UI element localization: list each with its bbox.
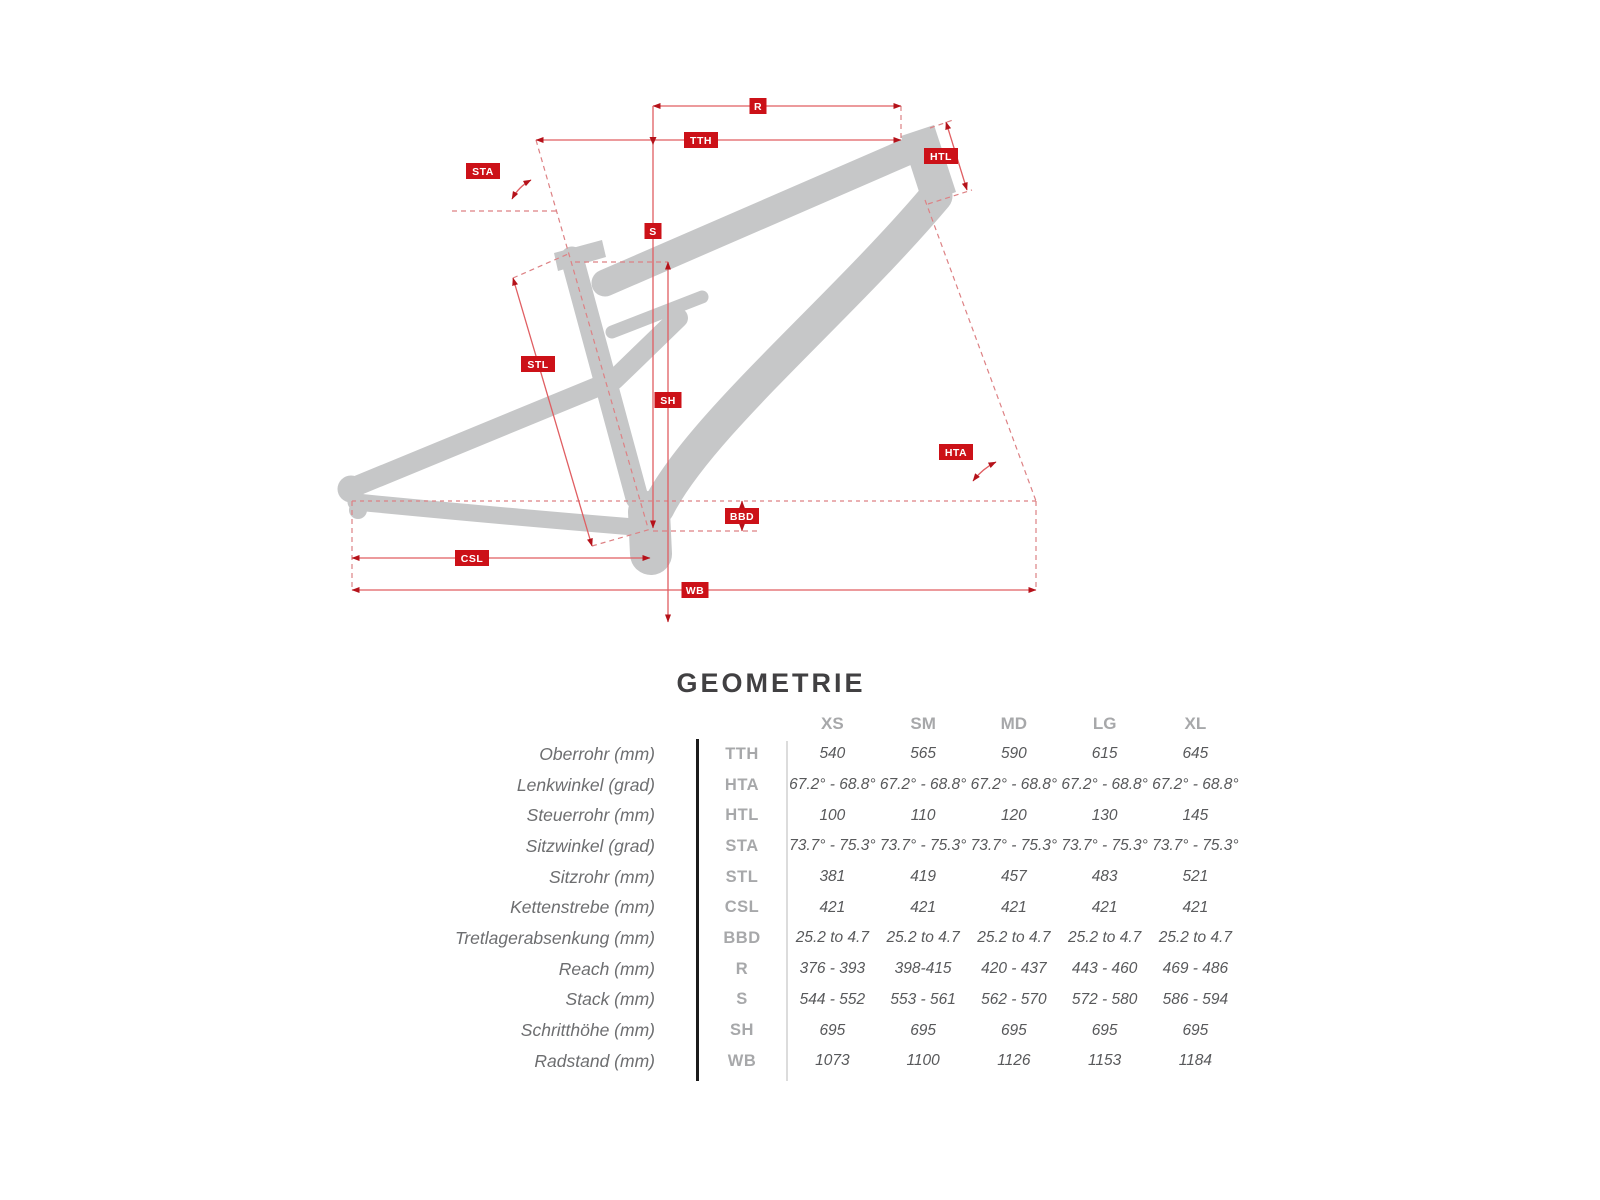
table-header-row [430,708,1245,739]
cell-value: 73.7° - 75.3° [879,837,967,855]
row-code: HTL [725,806,759,825]
cell-value: 145 [1182,806,1209,824]
badge-wb-label: WB [685,585,705,597]
cell-value: 483 [1091,868,1118,886]
badge-tth-label: TTH [690,135,712,147]
cell-value: 25.2 to 4.7 [1067,929,1142,947]
geometry-table [430,708,1245,1077]
bottom-bracket [649,512,651,554]
row-code: WB [727,1051,757,1070]
table-row-r [430,954,1245,985]
chain-stay [356,502,634,527]
cell-value: 130 [1091,806,1118,824]
cell-value: 420 - 437 [981,960,1047,978]
table-divider-dark [696,739,699,1081]
rear-axle-hub [338,476,365,503]
cell-value: 100 [819,806,846,824]
cell-value: 1126 [997,1052,1031,1070]
cell-value: 540 [819,745,846,763]
cell-value: 695 [1000,1021,1027,1039]
cell-value: 25.2 to 4.7 [795,929,869,947]
row-code: S [736,990,748,1009]
row-code: HTA [724,775,760,794]
cell-value: 67.2° - 68.8° [789,776,876,794]
bike-frame-silhouette [338,125,957,554]
cell-value: 469 - 486 [1162,960,1229,978]
cell-value: 1153 [1087,1052,1122,1070]
row-label: Tretlagerabsenkung (mm) [454,927,655,948]
cell-value: 562 - 570 [981,990,1047,1008]
cell-value: 521 [1182,868,1209,886]
cell-value: 67.2° - 68.8° [970,776,1058,794]
badge-r-label: R [753,101,763,113]
row-label: Sitzrohr (mm) [549,866,655,887]
cell-value: 1184 [1178,1052,1213,1070]
row-code: STA [725,836,759,855]
column-header-sm: SM [910,713,936,733]
row-code: R [735,959,749,978]
table-row-csl [430,892,1245,923]
cell-value: 590 [1000,745,1027,763]
cell-value: 615 [1091,745,1118,763]
head-angle-arc [973,462,996,481]
row-label: Lenkwinkel (grad) [516,774,655,795]
badge-csl [455,550,489,566]
badge-bbd-label: BBD [729,511,755,523]
table-row-hta [430,770,1245,801]
table-row-bbd [430,923,1245,954]
badge-htl-label: HTL [930,151,952,163]
badge-sh [655,392,682,408]
row-code: STL [725,867,759,886]
row-label: Steuerrohr (mm) [526,805,655,826]
badge-s-label: S [649,226,657,238]
column-header-xl: XL [1184,713,1207,733]
cell-value: 419 [910,868,937,886]
column-header-lg: LG [1092,713,1117,733]
cell-value: 421 [910,898,937,916]
cell-value: 421 [1091,898,1118,916]
table-row-sh [430,1015,1245,1046]
badge-stl [521,356,555,372]
cell-value: 67.2° - 68.8° [1152,776,1239,794]
cell-value: 398-415 [894,960,952,978]
cell-value: 381 [819,868,846,886]
badge-tth [684,132,718,148]
cell-value: 1100 [906,1052,940,1070]
cell-value: 544 - 552 [799,990,866,1008]
table-row-s [430,985,1245,1016]
cell-value: 421 [819,898,846,916]
table-row-htl [430,800,1245,831]
badge-bbd [725,508,759,524]
section-title-wrap [0,668,1546,699]
table-row-sta [430,831,1245,862]
cell-value: 457 [1000,868,1027,886]
cell-value: 25.2 to 4.7 [1158,929,1232,947]
cell-value: 73.7° - 75.3° [970,837,1058,855]
cell-value: 572 - 580 [1071,990,1138,1008]
cell-value: 67.2° - 68.8° [1061,776,1148,794]
badge-sta [466,163,500,179]
cell-value: 25.2 to 4.7 [977,929,1051,947]
row-label: Kettenstrebe (mm) [510,897,655,918]
cell-value: 73.7° - 75.3° [1061,837,1148,855]
cell-value: 73.7° - 75.3° [789,837,876,855]
cell-value: 695 [1182,1021,1209,1039]
cell-value: 565 [910,745,937,763]
table-row-tth [430,739,1245,770]
row-label: Radstand (mm) [534,1050,655,1071]
row-label: Schritthöhe (mm) [520,1020,655,1041]
badge-csl-label: CSL [460,553,484,565]
badge-sta-label: STA [472,166,494,178]
row-code: BBD [723,928,761,947]
badge-s [645,223,662,239]
cell-value: 110 [910,806,936,824]
cell-value: 586 - 594 [1162,990,1229,1008]
badge-sh-label: SH [660,395,676,407]
row-label: Sitzwinkel (grad) [525,835,655,856]
badge-hta [939,444,973,460]
table-row-wb [430,1046,1245,1077]
cell-value: 695 [1091,1021,1118,1039]
cell-value: 695 [819,1021,846,1039]
row-code: SH [730,1021,754,1040]
page-title: GEOMETRIE [676,668,866,698]
badge-stl-label: STL [527,359,549,371]
cell-value: 73.7° - 75.3° [1152,837,1239,855]
cell-value: 120 [1000,806,1027,824]
cell-value: 421 [1182,898,1209,916]
badge-hta-label: HTA [944,447,968,459]
cell-value: 645 [1182,745,1209,763]
cell-value: 695 [910,1021,937,1039]
htl-top-tick [930,120,953,128]
cell-value: 421 [1000,898,1027,916]
table-row-stl [430,862,1245,893]
badge-htl [924,148,958,164]
cell-value: 25.2 to 4.7 [886,929,960,947]
row-code: TTH [725,744,759,763]
row-label: Stack (mm) [565,989,655,1010]
seat-tube-axis [536,140,648,528]
cell-value: 67.2° - 68.8° [879,776,967,794]
stack-top-tick [650,137,657,145]
cell-value: 376 - 393 [799,960,866,978]
row-code: CSL [724,898,760,917]
table-divider-light [786,741,788,1081]
cell-value: 443 - 460 [1071,960,1138,978]
column-header-xs: XS [821,713,844,733]
seat-angle-arc [512,180,531,199]
cell-value: 553 - 561 [890,990,956,1008]
badge-r [750,98,767,114]
badge-wb [682,582,709,598]
cell-value: 1073 [815,1052,850,1070]
row-label: Oberrohr (mm) [539,743,655,764]
column-header-md: MD [1000,713,1028,733]
row-label: Reach (mm) [558,958,655,979]
